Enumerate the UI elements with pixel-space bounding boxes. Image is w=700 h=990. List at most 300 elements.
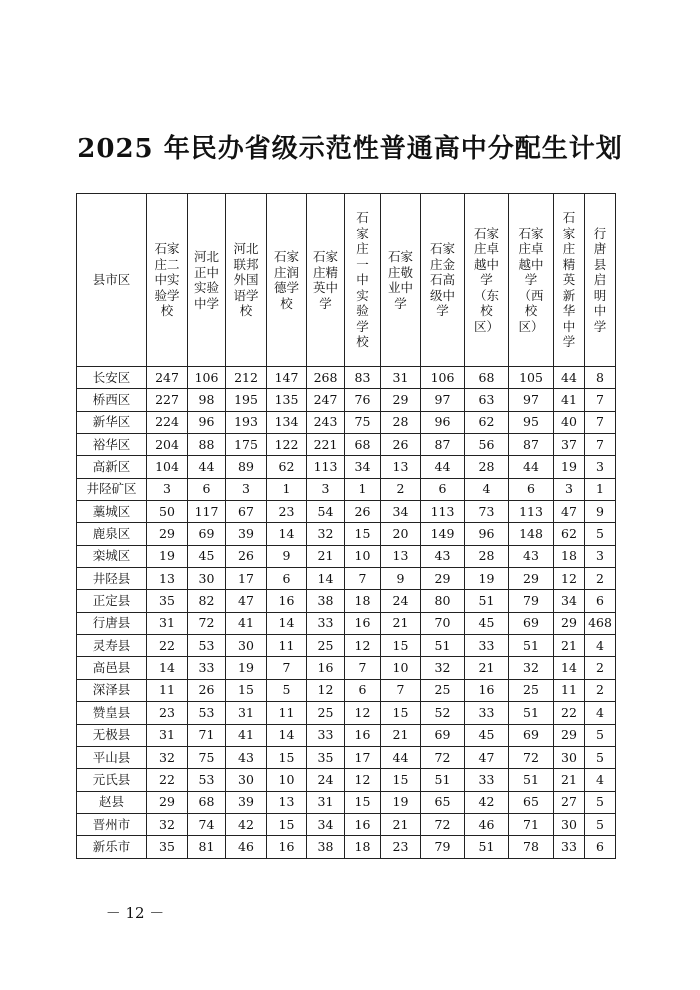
quota-value: 221 <box>307 434 345 456</box>
quota-value: 44 <box>554 367 585 389</box>
quota-value: 28 <box>381 411 421 433</box>
quota-value: 65 <box>421 791 465 813</box>
quota-value: 32 <box>147 813 188 835</box>
county-name: 元氏县 <box>77 769 147 791</box>
quota-value: 15 <box>381 635 421 657</box>
quota-value: 12 <box>345 769 381 791</box>
quota-value: 53 <box>188 635 226 657</box>
quota-value: 68 <box>345 434 381 456</box>
quota-value: 68 <box>188 791 226 813</box>
county-name: 平山县 <box>77 746 147 768</box>
quota-value: 227 <box>147 389 188 411</box>
quota-value: 70 <box>421 612 465 634</box>
quota-value: 56 <box>465 434 509 456</box>
quota-value: 52 <box>421 702 465 724</box>
quota-value: 40 <box>554 411 585 433</box>
quota-value: 41 <box>226 724 267 746</box>
quota-value: 47 <box>465 746 509 768</box>
county-name: 井陉县 <box>77 568 147 590</box>
quota-value: 3 <box>307 478 345 500</box>
quota-value: 62 <box>267 456 307 478</box>
county-column-header: 县市区 <box>77 194 147 367</box>
table-row <box>77 478 616 500</box>
county-name: 栾城区 <box>77 545 147 567</box>
quota-value: 6 <box>345 679 381 701</box>
quota-value: 51 <box>421 635 465 657</box>
school-column-header: 石家 庄敬 业中 学 <box>381 194 421 367</box>
quota-value: 69 <box>509 724 554 746</box>
quota-value: 22 <box>147 635 188 657</box>
quota-value: 33 <box>188 657 226 679</box>
quota-value: 54 <box>307 501 345 523</box>
document-title: 2025 年民办省级示范性普通高中分配生计划 <box>77 134 623 164</box>
table-row <box>77 501 616 523</box>
quota-value: 31 <box>226 702 267 724</box>
county-name: 赞皇县 <box>77 702 147 724</box>
quota-value: 34 <box>381 501 421 523</box>
quota-value: 13 <box>147 568 188 590</box>
quota-value: 51 <box>509 769 554 791</box>
quota-value: 12 <box>345 635 381 657</box>
quota-value: 96 <box>188 411 226 433</box>
quota-value: 134 <box>267 411 307 433</box>
quota-value: 16 <box>267 836 307 858</box>
quota-value: 105 <box>509 367 554 389</box>
quota-value: 4 <box>465 478 509 500</box>
quota-value: 21 <box>554 769 585 791</box>
school-column-header: 石家 庄精 英中 学 <box>307 194 345 367</box>
quota-value: 62 <box>554 523 585 545</box>
quota-value: 117 <box>188 501 226 523</box>
quota-value: 17 <box>345 746 381 768</box>
quota-value: 65 <box>509 791 554 813</box>
quota-value: 30 <box>188 568 226 590</box>
quota-value: 22 <box>147 769 188 791</box>
quota-value: 44 <box>421 456 465 478</box>
quota-value: 97 <box>421 389 465 411</box>
quota-value: 28 <box>465 545 509 567</box>
quota-value: 53 <box>188 769 226 791</box>
quota-value: 32 <box>307 523 345 545</box>
quota-value: 14 <box>267 612 307 634</box>
quota-value: 11 <box>267 635 307 657</box>
quota-value: 46 <box>226 836 267 858</box>
quota-value: 69 <box>421 724 465 746</box>
quota-value: 14 <box>307 568 345 590</box>
quota-value: 35 <box>147 836 188 858</box>
quota-value: 16 <box>465 679 509 701</box>
quota-value: 6 <box>188 478 226 500</box>
table-row <box>77 545 616 567</box>
county-name: 高邑县 <box>77 657 147 679</box>
quota-value: 212 <box>226 367 267 389</box>
quota-value: 19 <box>465 568 509 590</box>
quota-value: 44 <box>509 456 554 478</box>
quota-value: 31 <box>307 791 345 813</box>
quota-value: 6 <box>509 478 554 500</box>
quota-value: 193 <box>226 411 267 433</box>
table-row <box>77 724 616 746</box>
quota-value: 16 <box>267 590 307 612</box>
school-column-header: 河北 正中 实验 中学 <box>188 194 226 367</box>
quota-value: 68 <box>465 367 509 389</box>
quota-value: 25 <box>421 679 465 701</box>
quota-value: 6 <box>267 568 307 590</box>
quota-value: 33 <box>465 635 509 657</box>
quota-value: 34 <box>345 456 381 478</box>
quota-value: 21 <box>307 545 345 567</box>
quota-value: 62 <box>465 411 509 433</box>
county-name: 行唐县 <box>77 612 147 634</box>
quota-value: 1 <box>267 478 307 500</box>
quota-value: 69 <box>509 612 554 634</box>
quota-value: 11 <box>554 679 585 701</box>
quota-value: 9 <box>381 568 421 590</box>
quota-value: 24 <box>307 769 345 791</box>
quota-value: 51 <box>509 635 554 657</box>
quota-value: 7 <box>267 657 307 679</box>
quota-value: 148 <box>509 523 554 545</box>
quota-value: 15 <box>267 813 307 835</box>
quota-value: 25 <box>307 635 345 657</box>
quota-value: 1 <box>585 478 616 500</box>
quota-value: 5 <box>585 523 616 545</box>
table-row <box>77 657 616 679</box>
quota-value: 25 <box>307 702 345 724</box>
quota-value: 18 <box>345 836 381 858</box>
quota-value: 31 <box>147 612 188 634</box>
table-row <box>77 746 616 768</box>
quota-value: 8 <box>585 367 616 389</box>
quota-value: 30 <box>226 635 267 657</box>
quota-value: 95 <box>509 411 554 433</box>
table-row <box>77 679 616 701</box>
quota-value: 7 <box>345 568 381 590</box>
school-column-header: 石家 庄卓 越中 学 （西 校 区） <box>509 194 554 367</box>
quota-value: 113 <box>421 501 465 523</box>
quota-value: 21 <box>554 635 585 657</box>
quota-value: 33 <box>307 724 345 746</box>
table-row <box>77 769 616 791</box>
quota-value: 7 <box>585 411 616 433</box>
table-row <box>77 791 616 813</box>
quota-value: 96 <box>465 523 509 545</box>
county-name: 藁城区 <box>77 501 147 523</box>
county-name: 桥西区 <box>77 389 147 411</box>
quota-value: 26 <box>226 545 267 567</box>
quota-value: 33 <box>465 769 509 791</box>
quota-value: 88 <box>188 434 226 456</box>
school-column-header: 石家 庄金 石高 级中 学 <box>421 194 465 367</box>
quota-value: 5 <box>585 791 616 813</box>
county-name: 正定县 <box>77 590 147 612</box>
quota-value: 73 <box>465 501 509 523</box>
table-body <box>77 367 616 859</box>
quota-value: 98 <box>188 389 226 411</box>
quota-value: 34 <box>307 813 345 835</box>
quota-value: 16 <box>345 724 381 746</box>
quota-value: 204 <box>147 434 188 456</box>
county-name: 晋州市 <box>77 813 147 835</box>
quota-value: 12 <box>307 679 345 701</box>
quota-value: 34 <box>554 590 585 612</box>
quota-value: 18 <box>554 545 585 567</box>
quota-value: 33 <box>554 836 585 858</box>
quota-value: 24 <box>381 590 421 612</box>
quota-value: 72 <box>421 813 465 835</box>
quota-value: 9 <box>267 545 307 567</box>
quota-value: 67 <box>226 501 267 523</box>
quota-value: 44 <box>381 746 421 768</box>
quota-value: 16 <box>345 612 381 634</box>
quota-value: 15 <box>381 702 421 724</box>
quota-value: 25 <box>509 679 554 701</box>
quota-value: 71 <box>509 813 554 835</box>
quota-value: 32 <box>147 746 188 768</box>
school-column-header: 石 家 庄 一 中 实 验 学 校 <box>345 194 381 367</box>
quota-value: 7 <box>585 434 616 456</box>
quota-value: 45 <box>465 724 509 746</box>
quota-value: 106 <box>188 367 226 389</box>
quota-value: 29 <box>421 568 465 590</box>
quota-value: 23 <box>267 501 307 523</box>
quota-value: 13 <box>381 545 421 567</box>
quota-value: 74 <box>188 813 226 835</box>
county-name: 裕华区 <box>77 434 147 456</box>
quota-value: 33 <box>465 702 509 724</box>
school-column-header: 行 唐 县 启 明 中 学 <box>585 194 616 367</box>
allocation-table <box>76 193 616 859</box>
quota-value: 76 <box>345 389 381 411</box>
quota-value: 26 <box>381 434 421 456</box>
quota-value: 23 <box>147 702 188 724</box>
quota-value: 4 <box>585 702 616 724</box>
county-name: 新华区 <box>77 411 147 433</box>
quota-value: 12 <box>345 702 381 724</box>
quota-value: 224 <box>147 411 188 433</box>
school-column-header: 石家 庄卓 越中 学 （东 校 区） <box>465 194 509 367</box>
quota-value: 3 <box>585 545 616 567</box>
table-row <box>77 523 616 545</box>
quota-value: 11 <box>267 702 307 724</box>
quota-value: 51 <box>465 590 509 612</box>
quota-value: 243 <box>307 411 345 433</box>
quota-value: 28 <box>465 456 509 478</box>
quota-value: 16 <box>345 813 381 835</box>
quota-value: 147 <box>267 367 307 389</box>
quota-value: 16 <box>307 657 345 679</box>
table-row <box>77 590 616 612</box>
school-column-header: 石家 庄二 中实 验学 校 <box>147 194 188 367</box>
quota-value: 97 <box>509 389 554 411</box>
quota-value: 87 <box>421 434 465 456</box>
quota-value: 15 <box>345 523 381 545</box>
quota-value: 2 <box>585 679 616 701</box>
quota-value: 75 <box>345 411 381 433</box>
quota-value: 175 <box>226 434 267 456</box>
quota-value: 50 <box>147 501 188 523</box>
quota-value: 79 <box>509 590 554 612</box>
quota-value: 20 <box>381 523 421 545</box>
quota-value: 14 <box>267 724 307 746</box>
quota-value: 15 <box>267 746 307 768</box>
quota-value: 32 <box>509 657 554 679</box>
quota-value: 41 <box>554 389 585 411</box>
table-row <box>77 702 616 724</box>
quota-value: 2 <box>381 478 421 500</box>
quota-value: 51 <box>465 836 509 858</box>
quota-value: 5 <box>585 724 616 746</box>
quota-value: 41 <box>226 612 267 634</box>
quota-value: 53 <box>188 702 226 724</box>
quota-value: 83 <box>345 367 381 389</box>
quota-value: 39 <box>226 791 267 813</box>
school-column-header: 石家 庄润 德学 校 <box>267 194 307 367</box>
quota-value: 46 <box>465 813 509 835</box>
quota-value: 19 <box>147 545 188 567</box>
quota-value: 47 <box>554 501 585 523</box>
county-name: 深泽县 <box>77 679 147 701</box>
table-row <box>77 836 616 858</box>
quota-value: 17 <box>226 568 267 590</box>
quota-value: 29 <box>381 389 421 411</box>
quota-value: 31 <box>147 724 188 746</box>
quota-value: 13 <box>381 456 421 478</box>
quota-value: 29 <box>147 791 188 813</box>
page-number: － 12 － <box>105 904 165 922</box>
county-name: 灵寿县 <box>77 635 147 657</box>
quota-value: 29 <box>554 612 585 634</box>
quota-value: 75 <box>188 746 226 768</box>
school-column-header: 石 家 庄 精 英 新 华 中 学 <box>554 194 585 367</box>
table-row <box>77 456 616 478</box>
quota-value: 29 <box>554 724 585 746</box>
table-row <box>77 411 616 433</box>
quota-value: 104 <box>147 456 188 478</box>
quota-value: 23 <box>381 836 421 858</box>
quota-value: 3 <box>585 456 616 478</box>
quota-value: 30 <box>554 813 585 835</box>
quota-value: 89 <box>226 456 267 478</box>
table-row <box>77 434 616 456</box>
quota-value: 3 <box>226 478 267 500</box>
county-name: 新乐市 <box>77 836 147 858</box>
quota-value: 18 <box>345 590 381 612</box>
quota-value: 96 <box>421 411 465 433</box>
header-row <box>77 194 616 367</box>
quota-value: 10 <box>267 769 307 791</box>
quota-value: 87 <box>509 434 554 456</box>
quota-value: 19 <box>381 791 421 813</box>
quota-value: 113 <box>509 501 554 523</box>
county-name: 长安区 <box>77 367 147 389</box>
quota-value: 113 <box>307 456 345 478</box>
quota-value: 72 <box>421 746 465 768</box>
quota-value: 45 <box>188 545 226 567</box>
quota-value: 5 <box>585 813 616 835</box>
county-name: 高新区 <box>77 456 147 478</box>
quota-value: 35 <box>147 590 188 612</box>
quota-value: 51 <box>509 702 554 724</box>
quota-value: 43 <box>226 746 267 768</box>
quota-value: 45 <box>465 612 509 634</box>
county-name: 赵县 <box>77 791 147 813</box>
quota-value: 63 <box>465 389 509 411</box>
quota-value: 35 <box>307 746 345 768</box>
quota-value: 6 <box>585 590 616 612</box>
quota-value: 29 <box>509 568 554 590</box>
table-row <box>77 367 616 389</box>
quota-value: 247 <box>307 389 345 411</box>
quota-value: 10 <box>381 657 421 679</box>
table-row <box>77 813 616 835</box>
quota-value: 5 <box>585 746 616 768</box>
quota-value: 21 <box>381 724 421 746</box>
quota-value: 7 <box>585 389 616 411</box>
quota-value: 2 <box>585 657 616 679</box>
quota-value: 26 <box>345 501 381 523</box>
quota-value: 72 <box>509 746 554 768</box>
quota-value: 37 <box>554 434 585 456</box>
quota-value: 4 <box>585 635 616 657</box>
quota-value: 39 <box>226 523 267 545</box>
table-row <box>77 568 616 590</box>
quota-value: 4 <box>585 769 616 791</box>
quota-value: 12 <box>554 568 585 590</box>
quota-value: 21 <box>381 813 421 835</box>
county-name: 鹿泉区 <box>77 523 147 545</box>
quota-value: 78 <box>509 836 554 858</box>
county-name: 井陉矿区 <box>77 478 147 500</box>
quota-value: 15 <box>345 791 381 813</box>
quota-value: 2 <box>585 568 616 590</box>
quota-value: 44 <box>188 456 226 478</box>
quota-value: 122 <box>267 434 307 456</box>
quota-value: 21 <box>465 657 509 679</box>
quota-value: 6 <box>421 478 465 500</box>
quota-value: 69 <box>188 523 226 545</box>
quota-value: 15 <box>381 769 421 791</box>
quota-value: 468 <box>585 612 616 634</box>
quota-value: 30 <box>554 746 585 768</box>
quota-value: 79 <box>421 836 465 858</box>
quota-value: 106 <box>421 367 465 389</box>
table-row <box>77 635 616 657</box>
quota-value: 135 <box>267 389 307 411</box>
quota-value: 5 <box>267 679 307 701</box>
quota-value: 31 <box>381 367 421 389</box>
quota-value: 14 <box>554 657 585 679</box>
quota-value: 27 <box>554 791 585 813</box>
quota-value: 81 <box>188 836 226 858</box>
quota-value: 71 <box>188 724 226 746</box>
quota-value: 51 <box>421 769 465 791</box>
quota-value: 14 <box>147 657 188 679</box>
quota-value: 7 <box>345 657 381 679</box>
quota-value: 29 <box>147 523 188 545</box>
quota-value: 14 <box>267 523 307 545</box>
quota-value: 72 <box>188 612 226 634</box>
quota-value: 11 <box>147 679 188 701</box>
quota-value: 82 <box>188 590 226 612</box>
quota-value: 13 <box>267 791 307 813</box>
county-name: 无极县 <box>77 724 147 746</box>
quota-value: 26 <box>188 679 226 701</box>
quota-value: 10 <box>345 545 381 567</box>
quota-value: 15 <box>226 679 267 701</box>
quota-value: 19 <box>226 657 267 679</box>
quota-value: 38 <box>307 836 345 858</box>
